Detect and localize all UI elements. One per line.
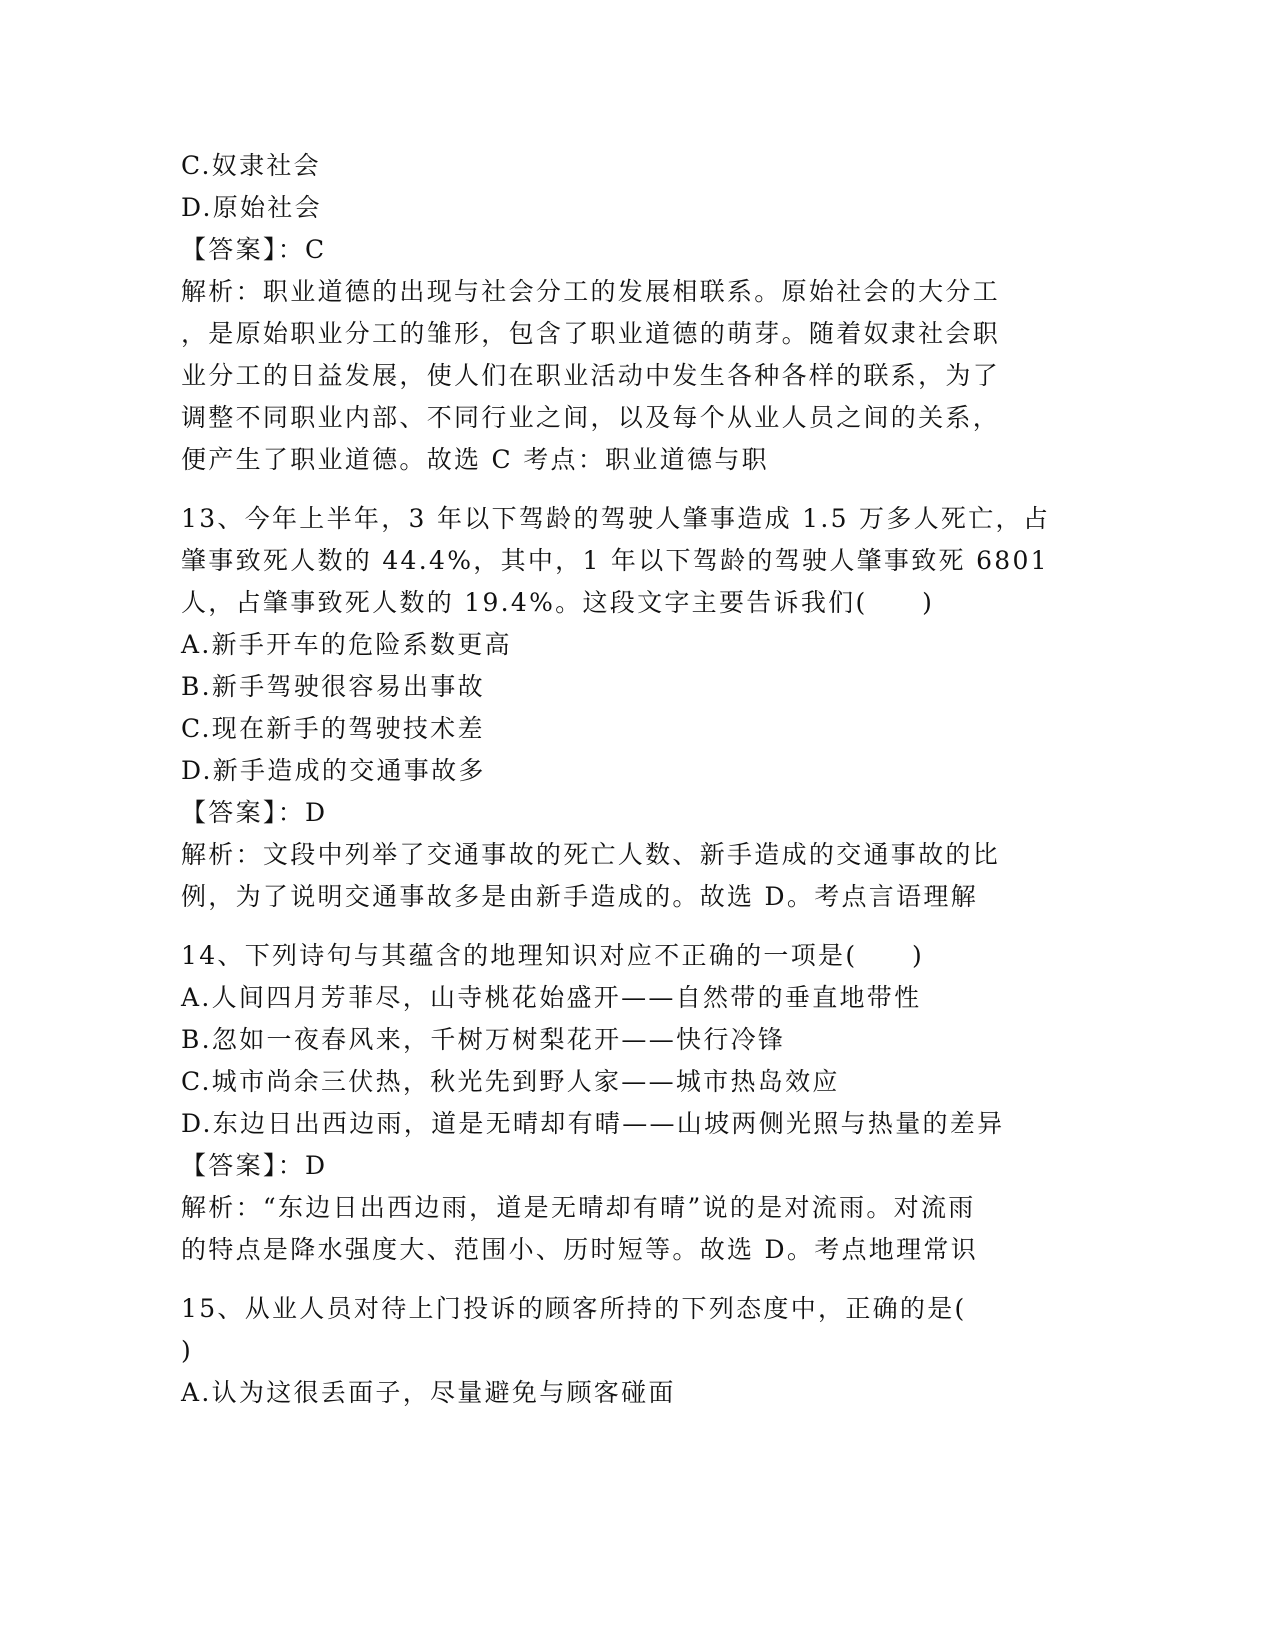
analysis-line: 的特点是降水强度大、范围小、历时短等。故选 D。考点地理常识 <box>181 1235 978 1264</box>
option-a: A.认为这很丢面子，尽量避免与顾客碰面 <box>181 1378 676 1407</box>
option-a: A.新手开车的危险系数更高 <box>181 630 512 659</box>
answer-line: 【答案】：D <box>181 798 328 827</box>
answer-line: 【答案】：D <box>181 1151 328 1180</box>
analysis-line: 解析：文段中列举了交通事故的死亡人数、新手造成的交通事故的比 <box>181 840 1001 869</box>
analysis-line: 便产生了职业道德。故选 C 考点：职业道德与职 <box>181 445 769 474</box>
option-c: C.现在新手的驾驶技术差 <box>181 714 485 743</box>
question-stem: 肇事致死人数的 44.4%，其中，1 年以下驾龄的驾驶人肇事致死 6801 <box>181 546 1049 575</box>
block-spacer <box>181 481 1061 498</box>
question-stem: 人，占肇事致死人数的 19.4%。这段文字主要告诉我们( ) <box>181 588 935 617</box>
option-c: C.城市尚余三伏热，秋光先到野人家——城市热岛效应 <box>181 1067 840 1096</box>
option-c: C.奴隶社会 <box>181 151 321 180</box>
question-13 <box>181 498 1061 918</box>
question-stem: 14、下列诗句与其蕴含的地理知识对应不正确的一项是( ) <box>181 941 925 970</box>
question-stem: 15、从业人员对待上门投诉的顾客所持的下列态度中，正确的是( <box>181 1294 967 1323</box>
block-spacer <box>181 918 1061 935</box>
analysis-line: 例，为了说明交通事故多是由新手造成的。故选 D。考点言语理解 <box>181 882 978 911</box>
option-b: B.新手驾驶很容易出事故 <box>181 672 485 701</box>
option-d: D.东边日出西边雨，道是无晴却有晴——山坡两侧光照与热量的差异 <box>181 1109 1005 1138</box>
question-15 <box>181 1288 1061 1414</box>
answer-line: 【答案】：C <box>181 235 327 264</box>
option-d: D.原始社会 <box>181 193 322 222</box>
analysis-line: 调整不同职业内部、不同行业之间，以及每个从业人员之间的关系， <box>181 403 1001 432</box>
analysis-line: 解析：职业道德的出现与社会分工的发展相联系。原始社会的大分工 <box>181 277 1001 306</box>
option-b: B.忽如一夜春风来，千树万树梨花开——快行冷锋 <box>181 1025 786 1054</box>
analysis-line: ，是原始职业分工的雏形，包含了职业道德的萌芽。随着奴隶社会职 <box>181 319 1001 348</box>
question-stem: ) <box>181 1336 194 1365</box>
document-page <box>181 145 1061 1414</box>
analysis-line: 业分工的日益发展，使人们在职业活动中发生各种各样的联系，为了 <box>181 361 1001 390</box>
question-stem: 13、今年上半年，3 年以下驾龄的驾驶人肇事造成 1.5 万多人死亡，占 <box>181 504 1051 533</box>
option-a: A.人间四月芳菲尽，山寺桃花始盛开——自然带的垂直地带性 <box>181 983 922 1012</box>
block-spacer <box>181 1271 1061 1288</box>
option-d: D.新手造成的交通事故多 <box>181 756 486 785</box>
question-12-tail <box>181 145 1061 481</box>
question-14 <box>181 935 1061 1271</box>
analysis-line: 解析：“东边日出西边雨，道是无晴却有晴”说的是对流雨。对流雨 <box>181 1193 976 1222</box>
